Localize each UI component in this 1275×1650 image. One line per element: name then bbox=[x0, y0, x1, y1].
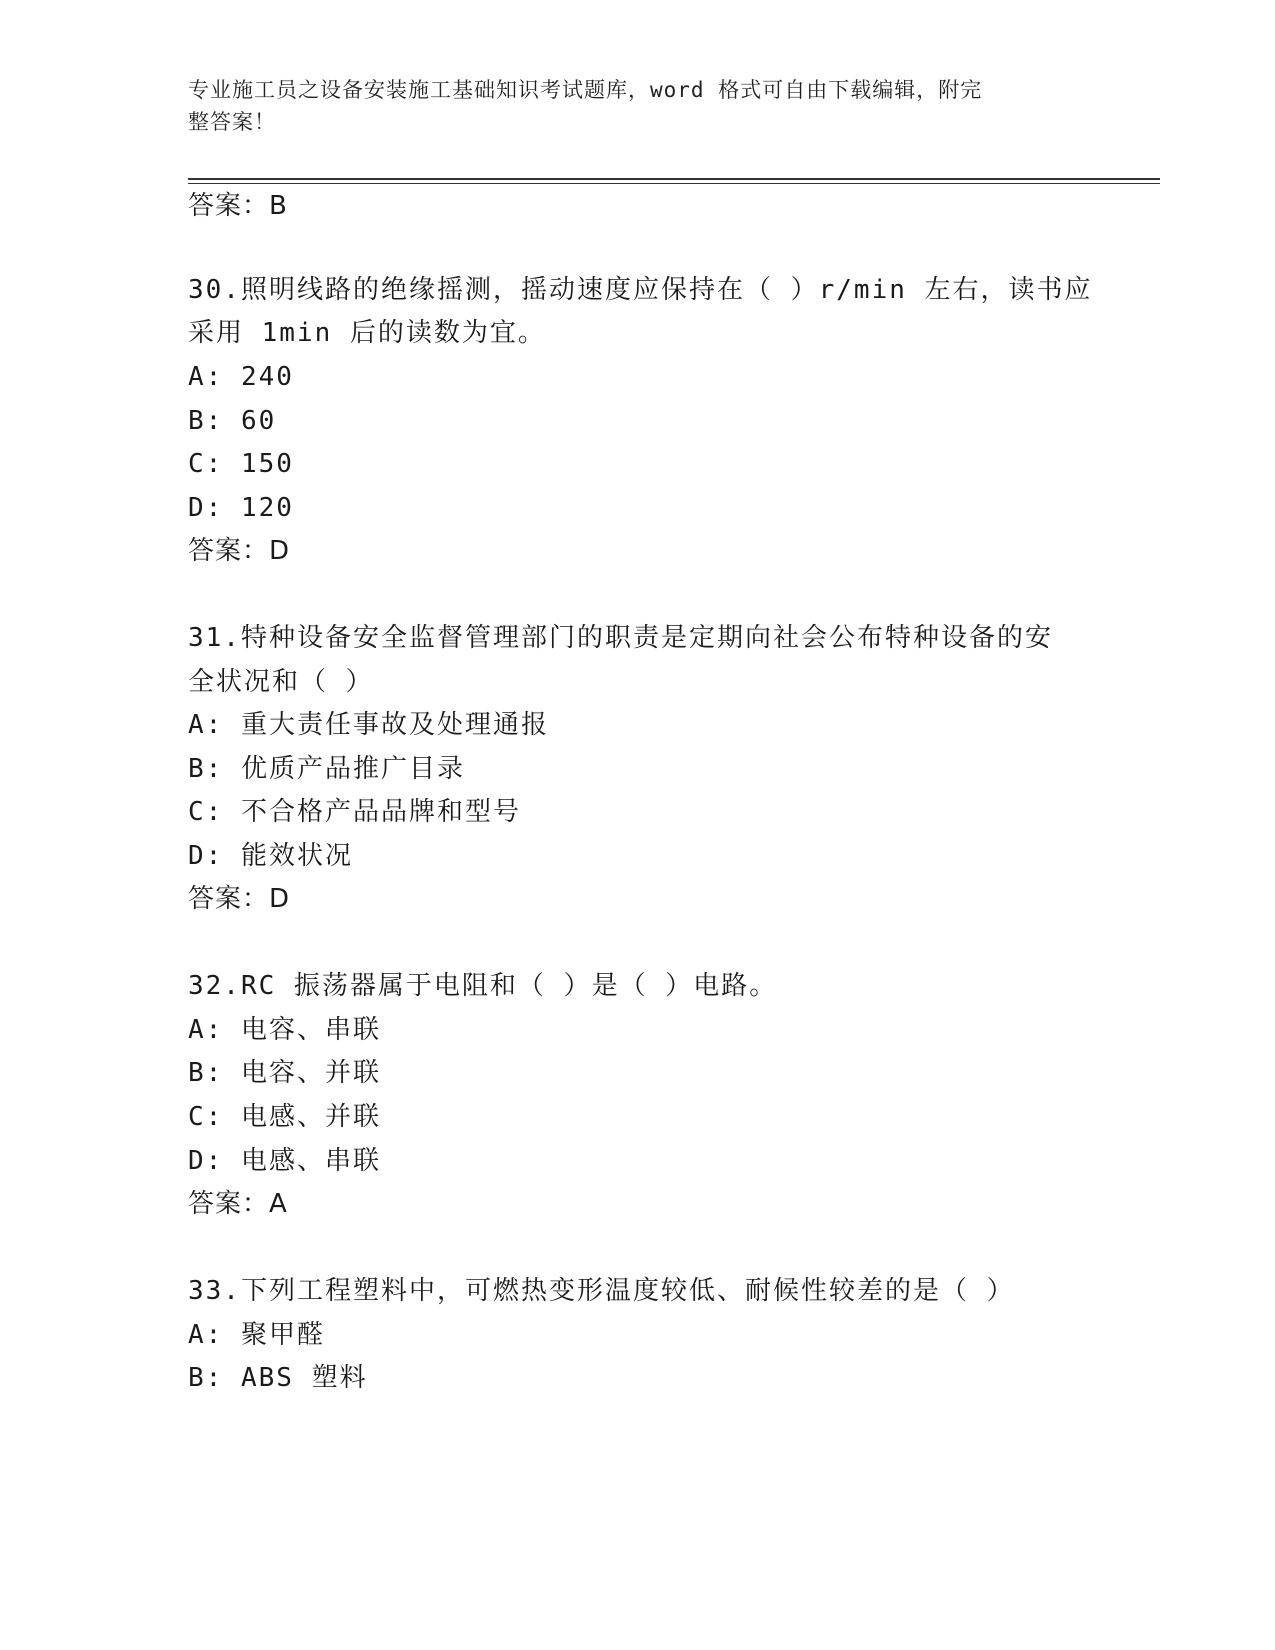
question-33-option-a: A: 聚甲醛 bbox=[188, 1320, 325, 1350]
question-33-option-b: B: ABS 塑料 bbox=[188, 1363, 368, 1393]
document-header bbox=[188, 74, 1068, 138]
question-32-answer: 答案：A bbox=[188, 1189, 288, 1219]
question-30-answer: 答案：D bbox=[188, 536, 291, 566]
question-33-stem-line-1: 33.下列工程塑料中，可燃热变形温度较低、耐候性较差的是（ ） bbox=[188, 1276, 1015, 1306]
question-31-stem-line-2: 全状况和（ ） bbox=[188, 667, 374, 697]
question-31-stem-line-1: 31.特种设备安全监督管理部门的职责是定期向社会公布特种设备的安 bbox=[188, 623, 1053, 653]
previous-answer: 答案：B bbox=[188, 191, 288, 221]
question-30-option-d: D: 120 bbox=[188, 493, 294, 523]
question-32-stem-line-1: 32.RC 振荡器属于电阻和（ ）是（ ）电路。 bbox=[188, 971, 778, 1001]
question-31-option-d: D: 能效状况 bbox=[188, 841, 353, 871]
question-31-option-b: B: 优质产品推广目录 bbox=[188, 754, 465, 784]
question-30-stem-line-2: 采用 1min 后的读数为宜。 bbox=[188, 318, 546, 348]
header-line-1: 专业施工员之设备安装施工基础知识考试题库，word 格式可自由下载编辑，附完 bbox=[188, 78, 983, 102]
question-30-option-a: A: 240 bbox=[188, 362, 294, 392]
question-31-option-c: C: 不合格产品品牌和型号 bbox=[188, 797, 521, 827]
question-30-stem-line-1: 30.照明线路的绝缘摇测，摇动速度应保持在（ ）r/min 左右，读书应 bbox=[188, 275, 1093, 305]
question-32-option-d: D: 电感、串联 bbox=[188, 1146, 381, 1176]
question-30-option-b: B: 60 bbox=[188, 406, 277, 436]
question-31-answer: 答案：D bbox=[188, 884, 291, 914]
header-line-2: 整答案！ bbox=[188, 110, 276, 134]
question-30-option-c: C: 150 bbox=[188, 449, 294, 479]
header-divider-thick bbox=[188, 178, 1160, 180]
question-31-option-a: A: 重大责任事故及处理通报 bbox=[188, 710, 549, 740]
question-32-option-c: C: 电感、并联 bbox=[188, 1102, 381, 1132]
header-divider-thin bbox=[188, 183, 1160, 184]
question-32-option-b: B: 电容、并联 bbox=[188, 1058, 381, 1088]
question-32-option-a: A: 电容、串联 bbox=[188, 1015, 381, 1045]
